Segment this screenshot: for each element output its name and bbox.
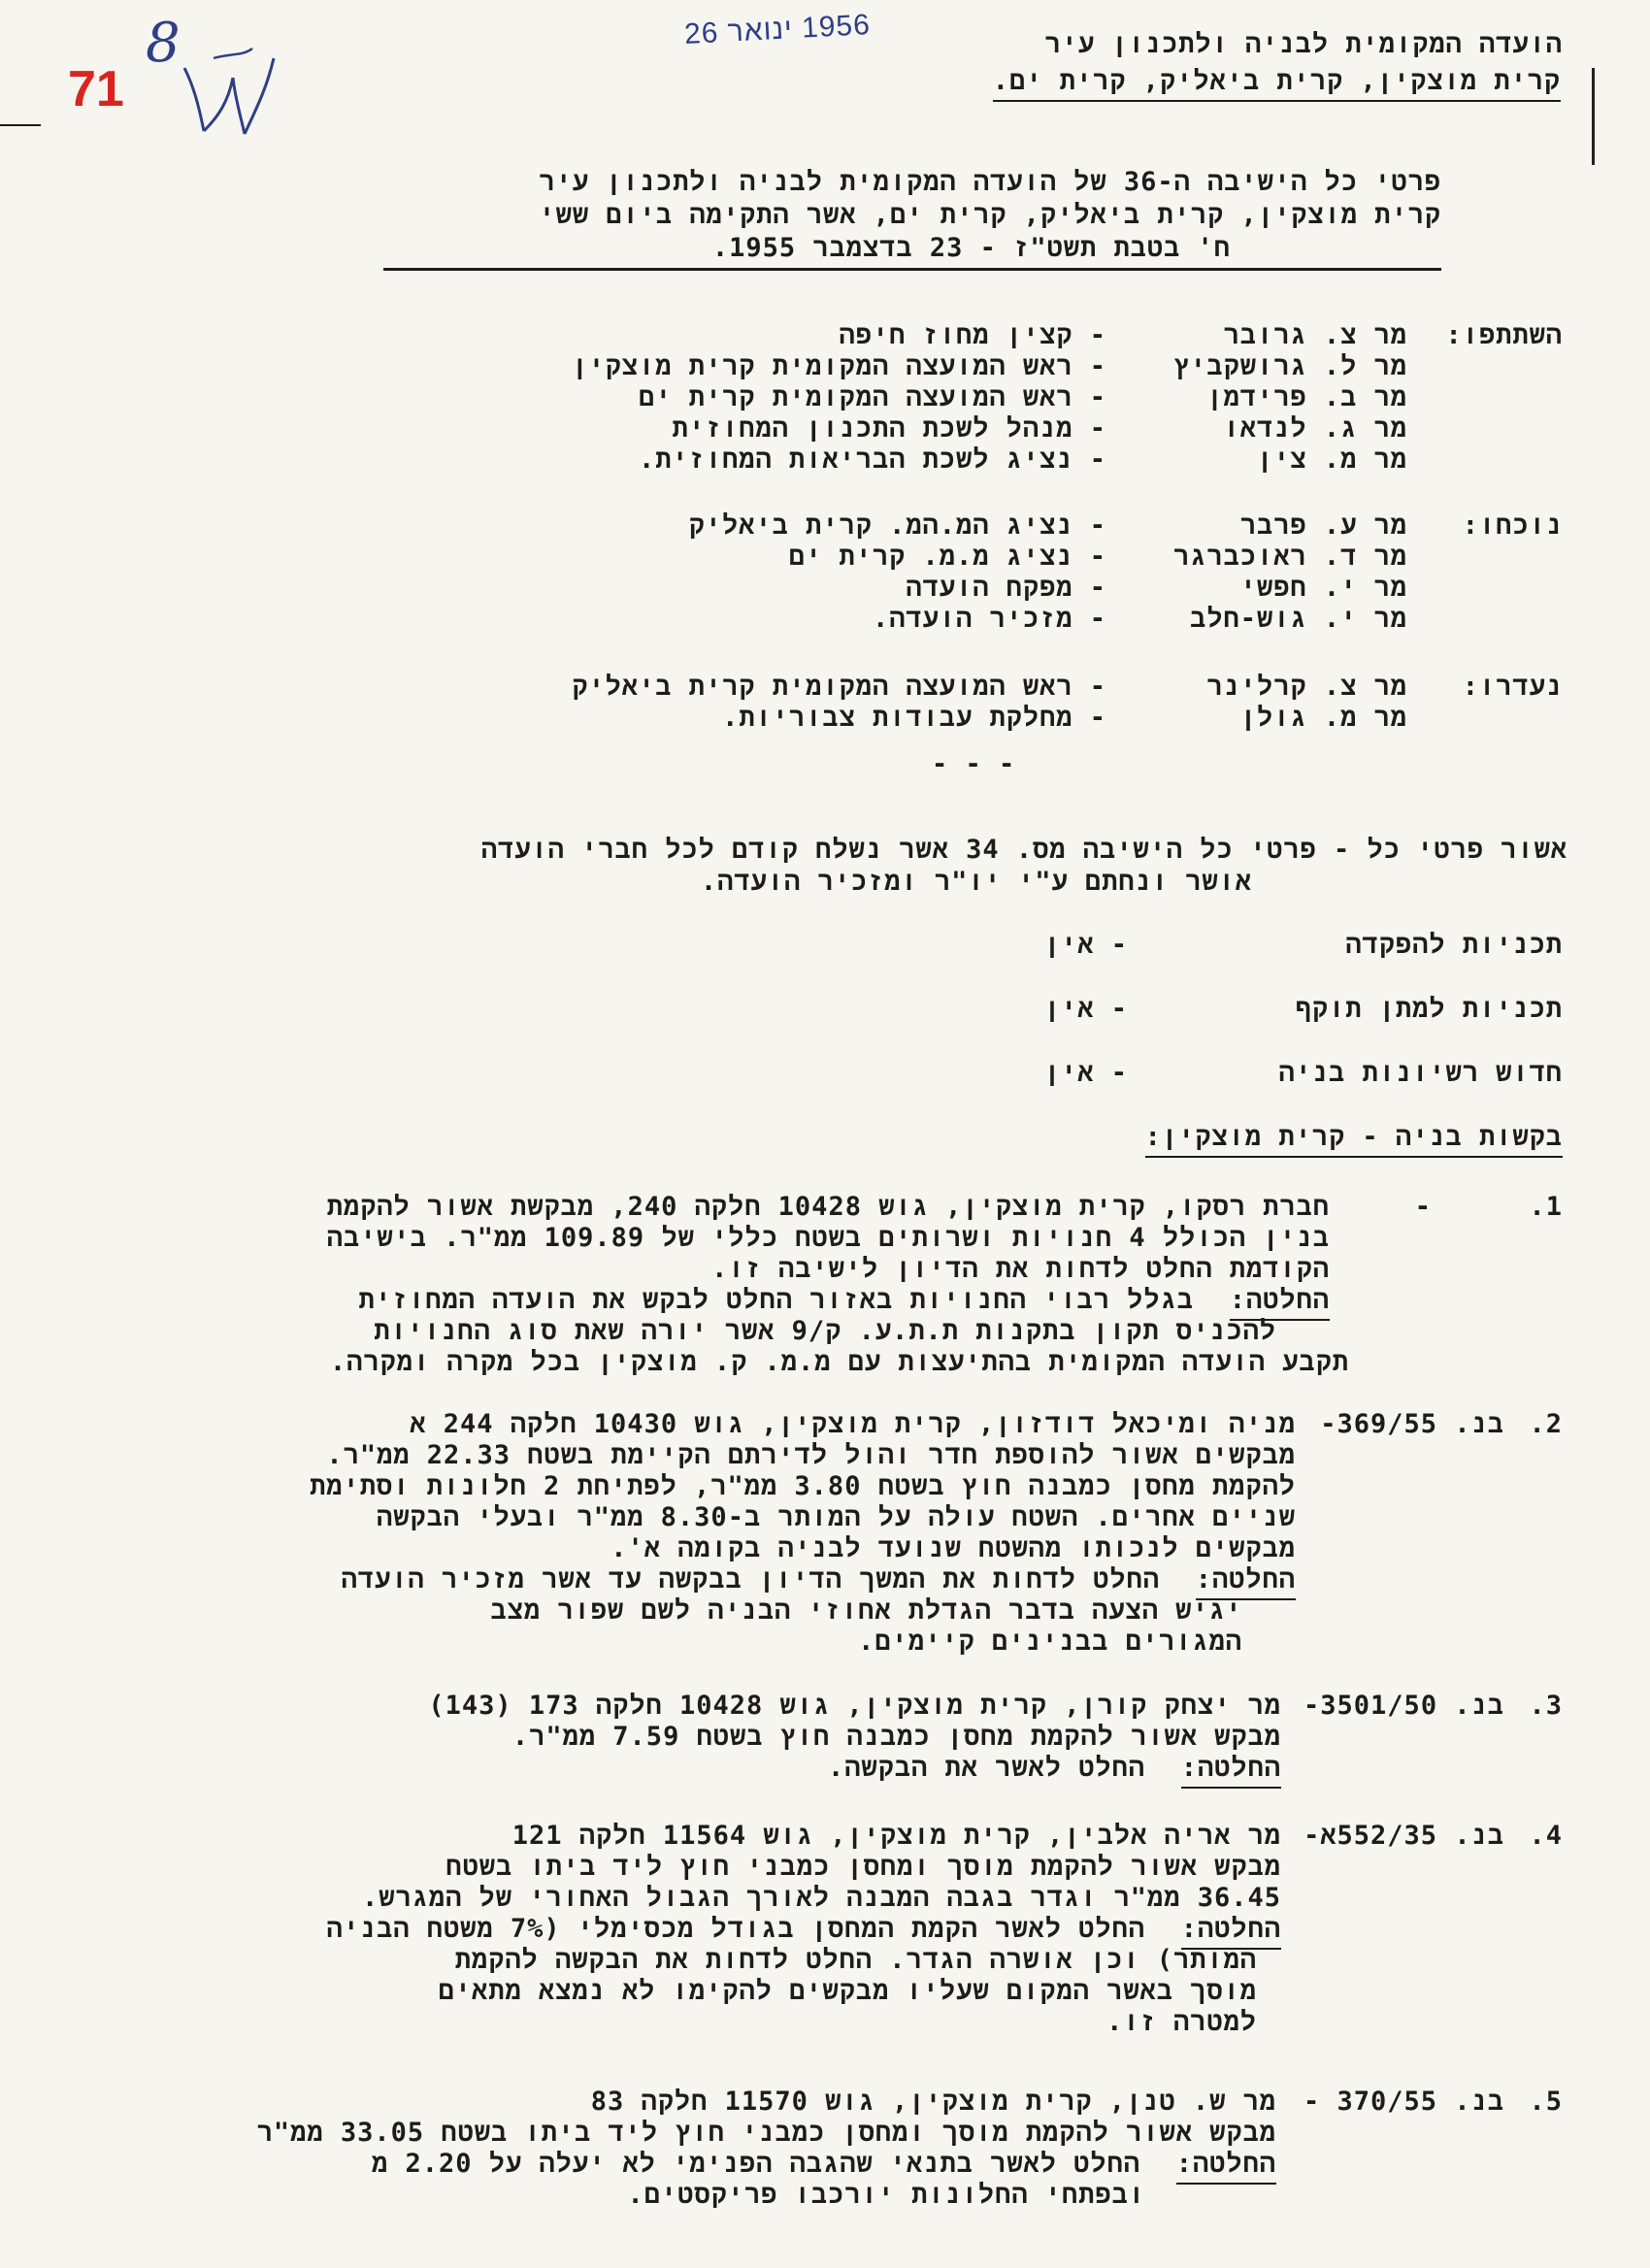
item-3-ref: בנ. 3501/50-	[1304, 1691, 1504, 1721]
item-1-decision-first: בגלל רבוי החנויות באזור החלט לבקש את הועדה המחוזית	[358, 1285, 1194, 1315]
participant-name-4: מר ג. לנדאו	[1223, 413, 1407, 444]
absent-role-1: - ראש המועצה המקומית קרית ביאליק	[572, 672, 1106, 702]
item-2-decision-label: החלטה:	[1196, 1564, 1296, 1600]
item-2-line-1: מניה ומיכאל דודזון, קרית מוצקין, גוש 10430 חלקה 244 א	[410, 1409, 1296, 1439]
title-underline	[383, 268, 1441, 271]
item-4-decision-first: החלט לאשר הקמת המחסן בגודל מכסימלי (7% משטח הבניה	[326, 1914, 1145, 1944]
agenda-value-3: - אין	[1043, 1058, 1128, 1088]
separator: - - -	[932, 749, 1016, 779]
item-3-number: .3	[1529, 1691, 1563, 1721]
present-role-1: - נציג המ.המ. קרית ביאליק	[688, 510, 1106, 541]
present-name-1: מר ע. פרבר	[1239, 510, 1407, 541]
absent-label: נעדרו:	[1462, 672, 1563, 702]
agenda-label-1: תכניות להפקדה	[1345, 930, 1563, 960]
present-role-2: - נציג מ.מ. קרית ים	[788, 542, 1106, 572]
signature-scribble	[175, 39, 281, 146]
edge-mark	[0, 124, 41, 126]
participant-role-2: - ראש המועצה המקומית קרית מוצקין	[572, 351, 1106, 381]
absent-name-1: מר צ. קרלינר	[1206, 672, 1407, 702]
item-4-line-3: 36.45 ממ"ר וגדר בגבה המבנה לאורך הגבול האחורי של המגרש.	[362, 1883, 1281, 1913]
item-2-decision-first: החלט לדחות את המשך הדיון בבקשה עד אשר מזכיר הועדה	[341, 1564, 1160, 1594]
page-number: 71	[68, 61, 124, 117]
item-3-decision-first: החלט לאשר את הבקשה.	[827, 1753, 1145, 1783]
present-label: נוכחו:	[1462, 510, 1563, 541]
item-3-line-1: מר יצחק קורן, קרית מוצקין, גוש 10428 חלקה 173 (143)	[428, 1691, 1281, 1721]
item-2-ref: בנ. 369/55-	[1320, 1409, 1504, 1439]
item-1-decision-label: החלטה:	[1230, 1285, 1330, 1321]
present-name-4: מר י. גוש-חלב	[1190, 604, 1407, 634]
present-role-4: - מזכיר הועדה.	[872, 604, 1106, 634]
item-4-decision-line-3: מוסך באשר המקום שעליו מבקשים להקימו לא נמצא מתאים	[438, 1976, 1257, 2006]
item-4-number: .4	[1529, 1821, 1563, 1851]
item-1-decision-line-3: תקבע הועדה המקומית בהתיעצות עם מ.מ. ק. מוצקין בכל מקרה ומקרה.	[329, 1347, 1349, 1377]
binding-mark	[1592, 68, 1595, 165]
agenda-value-2: - אין	[1043, 994, 1128, 1024]
item-5-decision-line-2: ובפתחי החלונות יורכבו פריקסטים.	[627, 2180, 1145, 2210]
header-line-2: קרית מוצקין, קרית ביאליק, קרית ים.	[993, 66, 1561, 102]
item-1-decision-line-2: להכניס תקון בתקנות ת.ת.ע. ק/9 אשר יורה שאת סוג החנויות	[374, 1316, 1276, 1346]
item-1-line-1: חברת רסקו, קרית מוצקין, גוש 10428 חלקה 240, מבקשת אשור להקמת	[326, 1192, 1330, 1222]
item-4-line-1: מר אריה אלבין, קרית מוצקין, גוש 11564 חלקה 121	[512, 1821, 1281, 1851]
item-1-number: .1	[1529, 1192, 1563, 1222]
participant-role-1: - קצין מחוז חיפה	[839, 320, 1106, 350]
item-2-number: .2	[1529, 1409, 1563, 1439]
present-role-3: - מפקח הועדה	[906, 573, 1106, 603]
item-2-decision-line-3: המגורים בבנינים קיימים.	[858, 1627, 1242, 1657]
date-stamp: 1956 ינואר 26	[683, 9, 872, 51]
approval-line-2: אושר ונחתם ע"י יו"ר ומזכיר הועדה.	[700, 867, 1252, 897]
approval-line-1: אשור פרטי כל - פרטי כל הישיבה מס. 34 אשר נשלח קודם לכל חברי הועדה	[480, 835, 1568, 865]
section-heading: בקשות בניה - קרית מוצקין:	[1145, 1122, 1563, 1158]
absent-name-2: מר מ. גולן	[1239, 703, 1407, 733]
item-4-decision-line-2: המותר) וכן אושרה הגדר. החלט לדחות את הבקשה להקמת	[454, 1945, 1257, 1975]
item-3-line-2: מבקש אשור להקמת מחסן כמבנה חוץ בשטח 7.59 ממ"ר.	[512, 1722, 1281, 1752]
participant-role-4: - מנהל לשכת התכנון המחוזית	[672, 413, 1106, 444]
agenda-label-2: תכניות למתן תוקף	[1295, 994, 1563, 1024]
item-5-decision-first: החלט לאשר בתנאי שהגבה הפנימי לא יעלה על 2.20 מ	[371, 2149, 1140, 2179]
item-4-line-2: מבקש אשור להקמת מוסך ומחסן כמבני חוץ ליד ביתו בשטח	[446, 1852, 1281, 1882]
participant-name-5: מר מ. צין	[1257, 444, 1407, 475]
item-3-decision-label: החלטה:	[1181, 1753, 1281, 1789]
agenda-label-3: חדוש רשיונות בניה	[1278, 1058, 1563, 1088]
item-5-decision-label: החלטה:	[1176, 2149, 1276, 2185]
item-2-line-3: להקמת מחסן כמבנה חוץ בשטח 3.80 ממ"ר, לפתיחת 2 חלונות וסתימת	[310, 1471, 1296, 1501]
item-5-ref: בנ. 370/55 -	[1304, 2087, 1504, 2117]
item-2-decision-line-2: יגיש הצעה בדבר הגדלת אחוזי הבניה לשם שפור מצב	[490, 1595, 1242, 1626]
participants-label: השתתפו:	[1445, 320, 1563, 350]
participant-role-3: - ראש המועצה המקומית קרית ים	[639, 382, 1106, 412]
item-4-decision-label: החלטה:	[1181, 1914, 1281, 1950]
present-name-2: מר ד. ראוכברגר	[1173, 542, 1407, 572]
agenda-value-1: - אין	[1043, 930, 1128, 960]
item-1-ref: -	[1414, 1192, 1432, 1222]
item-2-line-2: מבקשים אשור להוספת חדר והול לדירתם הקיימת בשטח 22.33 ממ"ר.	[326, 1440, 1296, 1470]
item-5-number: .5	[1529, 2087, 1563, 2117]
item-4-decision-line-4: למטרה זו.	[1106, 2007, 1257, 2037]
item-5-line-2: מבקש אשור להקמת מוסך ומחסן כמבני חוץ ליד ביתו בשטח 33.05 ממ"ר	[256, 2118, 1276, 2148]
participant-name-3: מר ב. פרידמן	[1206, 382, 1407, 412]
handwritten-note: 8	[146, 12, 181, 75]
item-5-line-1: מר ש. טנן, קרית מוצקין, גוש 11570 חלקה 83	[590, 2087, 1276, 2117]
item-1-line-3: הקודמת החלט לדחות את הדיון לישיבה זו.	[711, 1254, 1330, 1284]
item-2-line-4: שניים אחרים. השטח עולה על המותר ב-8.30 ממ"ר ובעלי הבקשה	[377, 1502, 1296, 1532]
participant-name-2: מר ל. גרושקביץ	[1173, 351, 1407, 381]
header-line-1: הועדה המקומית לבניה ולתכנון עיר	[1044, 29, 1563, 59]
title-line-2: קרית מוצקין, קרית ביאליק, קרית ים, אשר התקימה ביום ששי	[539, 200, 1441, 230]
participant-role-5: - נציג לשכת הבריאות המחוזית.	[639, 444, 1106, 475]
item-2-line-5: מבקשים לנכותו מהשטח שנועד לבניה בקומה א'.	[610, 1533, 1296, 1563]
item-4-ref: בנ. 552/35א-	[1304, 1821, 1504, 1851]
participant-name-1: מר צ. גרובר	[1223, 320, 1407, 350]
item-1-line-2: בנין הכולל 4 חנויות ושרותים בשטח כללי של 109.89 ממ"ר. בישיבה	[326, 1223, 1330, 1253]
title-line-3: ח' בטבת תשט"ז - 23 בדצמבר 1955.	[711, 233, 1231, 263]
present-name-3: מר י. חפשי	[1239, 573, 1407, 603]
title-line-1: פרטי כל הישיבה ה-36 של הועדה המקומית לבניה ולתכנון עיר	[539, 167, 1441, 197]
absent-role-2: - מחלקת עבודות צבוריות.	[722, 703, 1106, 733]
